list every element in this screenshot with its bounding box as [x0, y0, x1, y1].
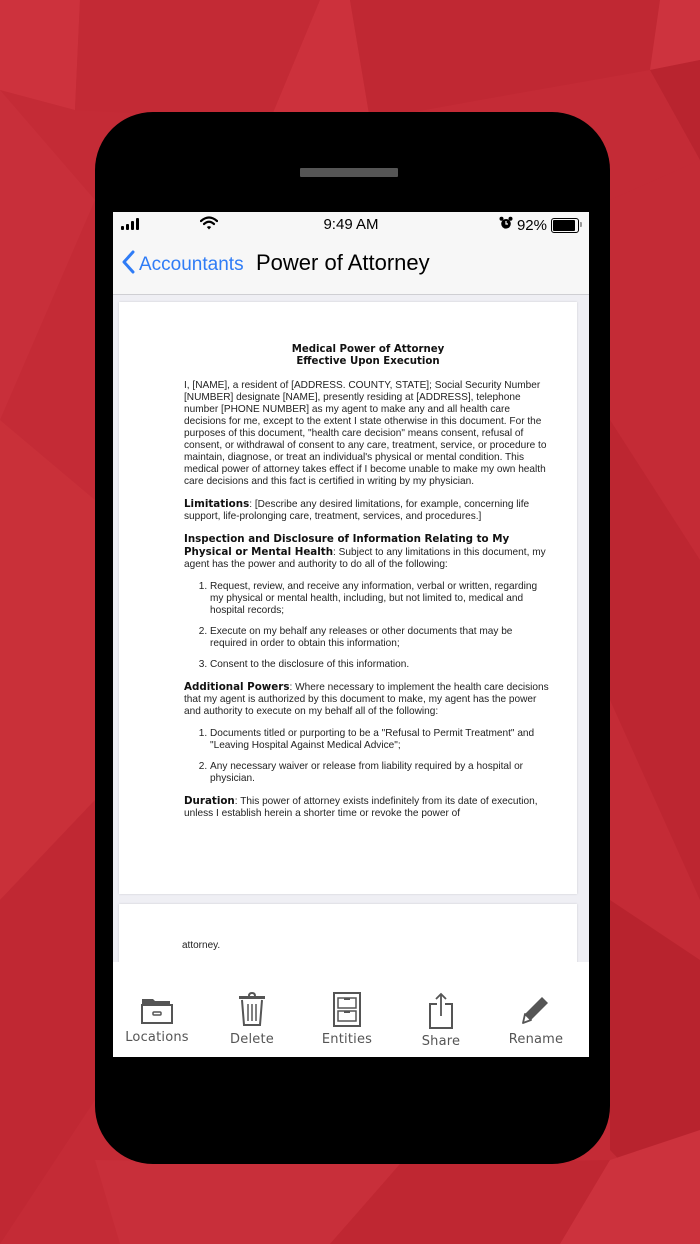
entities-label: Entities [321, 1032, 373, 1047]
status-bar [113, 212, 589, 238]
battery-percent: 92% [516, 216, 547, 234]
limitations-paragraph: Limitations: [Describe any desired limitations, for example, concerning life support, life-prolonging care, treatment, services, and procedures.] [184, 498, 530, 522]
status-time: 9:49 AM [323, 216, 379, 233]
list-item: 2. Execute on my behalf any releases or other documents that may be required in order to obtain this information; [210, 626, 552, 650]
file-drawer-icon [113, 992, 202, 1026]
app-screen [113, 212, 589, 1057]
additional-powers-list [184, 728, 552, 785]
intro-paragraph: I, [NAME], a resident of [ADDRESS. COUNTY, STATE]; Social Security Number [NUMBER] designate [NAME], presently residing at [ADDRESS], telephone number [PHONE NUMBER] as my agent to make any and all health care decisions for me, except to the extent I state otherwise in this document. For the purposes of this document, "health care decision" means consent, refusal of consent, or withdrawal of consent to any care, treatment, service, or procedure to maintain, diagnose, or treat an individual's physical or mental condition. This medical power of attorney takes effect if I become unable to make my own health care decisions and this fact is certified in writing by my physician. [184, 380, 547, 487]
alarm-icon [499, 216, 513, 234]
locations-label: Locations [125, 1030, 189, 1045]
share-label: Share [421, 1034, 461, 1049]
trash-icon [207, 992, 297, 1028]
phone-frame [95, 112, 610, 1164]
list-item: 1. Request, review, and receive any information, verbal or written, regarding my physical or mental health, including, but not limited to, medical and hospital records; [210, 581, 552, 617]
inspection-paragraph: Inspection and Disclosure of Information Relating to My Physical or Mental Health: Subject to any limitations in this document, my agent has the power and authority to do all of the following: [184, 533, 546, 570]
rename-button[interactable] [491, 962, 581, 1047]
list-item: 2. Any necessary waiver or release from liability required by a hospital or physician. [210, 761, 552, 785]
inspection-list [184, 581, 552, 671]
entities-button[interactable] [302, 962, 392, 1047]
chevron-left-icon [121, 250, 135, 280]
page2-text: attorney. [182, 940, 221, 951]
duration-paragraph: Duration: This power of attorney exists indefinitely from its date of execution, unless I establish herein a shorter time or revoke the power of [184, 795, 538, 819]
back-button[interactable] [121, 250, 244, 280]
document-viewer[interactable] [113, 295, 589, 962]
list-item: 1. Documents titled or purporting to be a "Refusal to Permit Treatment" and "Leaving Hospital Against Medical Advice"; [210, 728, 552, 752]
battery-icon [551, 218, 579, 233]
document-page-2 [119, 904, 577, 962]
list-item: 3. Consent to the disclosure of this information. [210, 659, 552, 671]
page-title: Power of Attorney [256, 250, 430, 275]
back-label: Accountants [139, 254, 244, 275]
share-button[interactable] [396, 962, 486, 1049]
delete-button[interactable] [207, 962, 297, 1047]
locations-button[interactable] [113, 962, 202, 1045]
document-page-1 [119, 302, 577, 894]
document-title: Medical Power of Attorney Effective Upon Execution [291, 344, 445, 367]
pencil-icon [491, 994, 581, 1028]
navigation-bar [113, 238, 589, 295]
share-icon [396, 992, 486, 1030]
bottom-toolbar [113, 962, 589, 1057]
delete-label: Delete [230, 1032, 274, 1047]
speaker-grille [300, 168, 398, 177]
filing-cabinet-icon [302, 992, 392, 1028]
rename-label: Rename [508, 1032, 564, 1047]
additional-powers-paragraph: Additional Powers: Where necessary to implement the health care decisions that my agent is authorized by this document to make, my agent has the power and authority to execute on my behalf all of the following: [184, 681, 549, 717]
